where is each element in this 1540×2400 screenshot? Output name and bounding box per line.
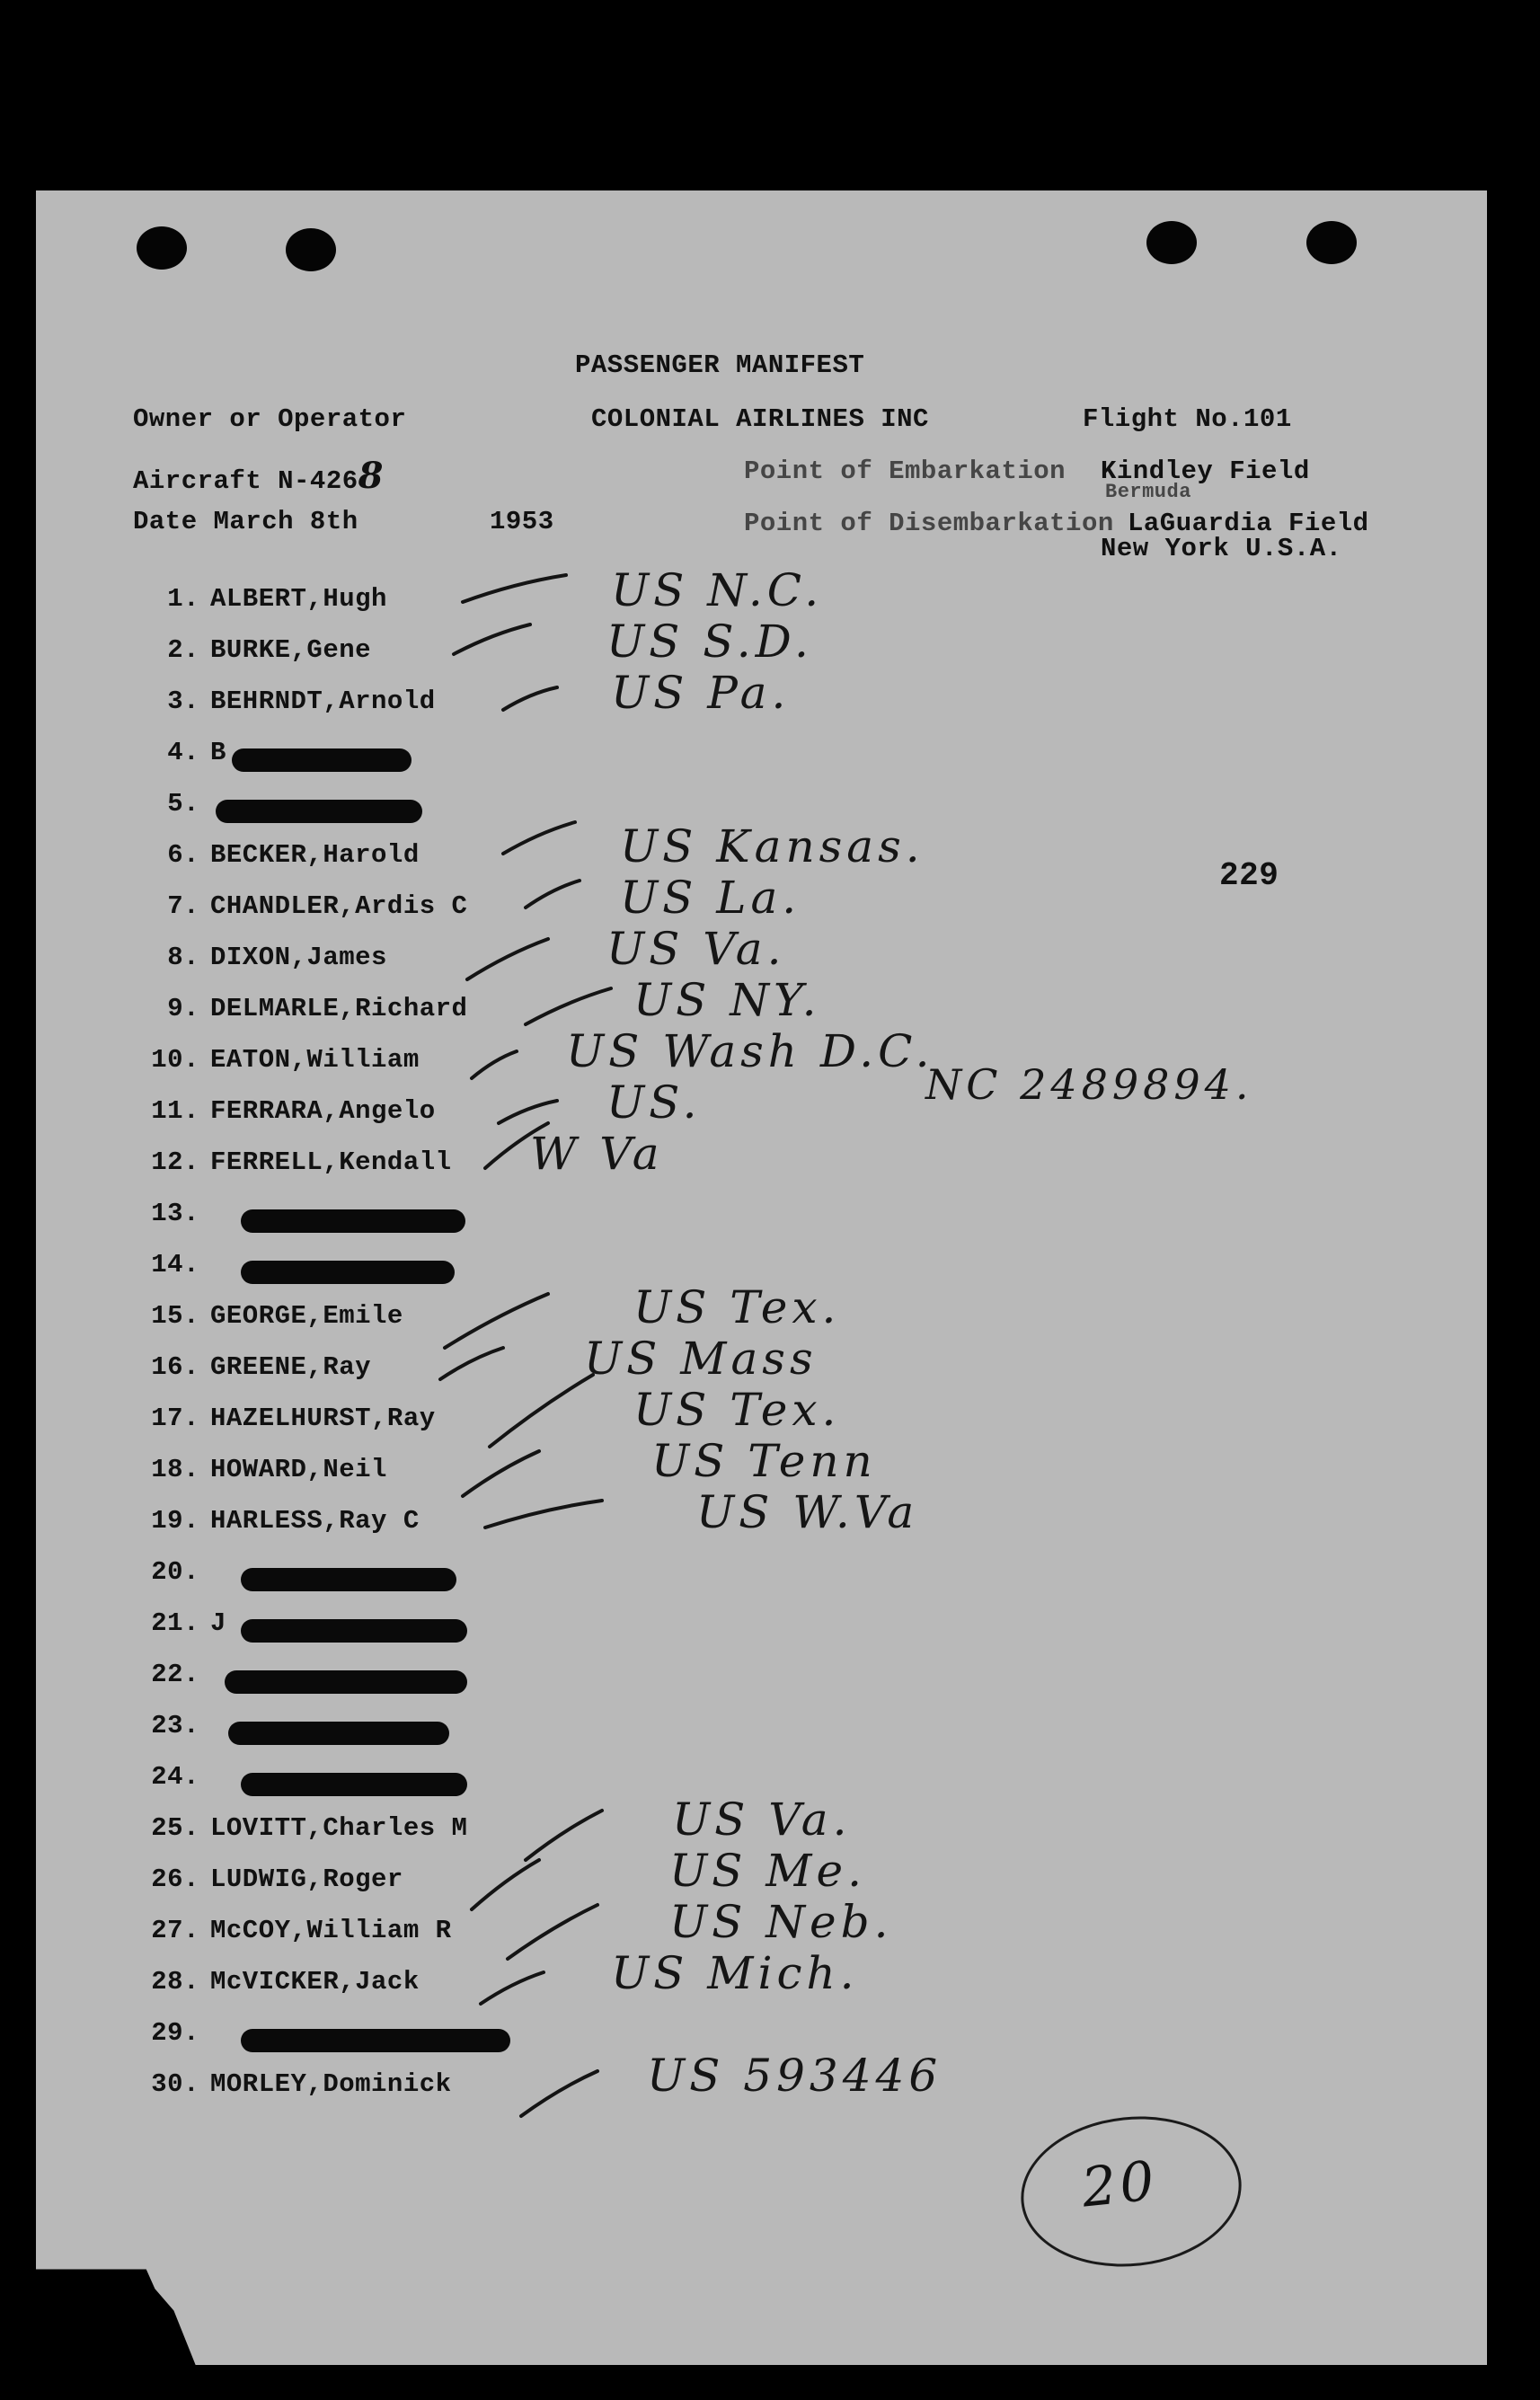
passenger-name: DIXON,James	[210, 943, 387, 972]
handwritten-origin: US Neb.	[669, 1896, 893, 1948]
passenger-row	[135, 994, 530, 1030]
redaction-bar	[232, 748, 412, 772]
passenger-name: J	[210, 1608, 226, 1638]
date-label: Date March 8th	[133, 507, 358, 536]
passenger-row	[135, 2069, 530, 2105]
passenger-number: 8.	[167, 943, 199, 972]
passenger-number: 9.	[167, 994, 199, 1023]
passport-note: NC 2489894.	[925, 1060, 1253, 1109]
passenger-name: B	[210, 738, 226, 767]
passenger-row	[135, 1199, 530, 1235]
passenger-number: 13.	[151, 1199, 199, 1228]
passenger-name: McVICKER,Jack	[210, 1967, 420, 1997]
passenger-number: 5.	[167, 789, 199, 819]
handwritten-origin: US Kansas.	[620, 820, 925, 872]
passenger-name: GREENE,Ray	[210, 1352, 372, 1382]
passenger-row	[135, 1455, 530, 1491]
handwritten-origin: US W.Va	[696, 1486, 919, 1538]
passenger-name: MORLEY,Dominick	[210, 2069, 452, 2099]
handwritten-origin: US Tex.	[633, 1281, 841, 1333]
handwritten-origin: US La.	[620, 872, 801, 924]
punch-hole	[137, 226, 187, 270]
passenger-row	[135, 2018, 530, 2054]
passenger-number: 6.	[167, 840, 199, 870]
passenger-name: HARLESS,Ray C	[210, 1506, 420, 1536]
owner-value: COLONIAL AIRLINES INC	[591, 404, 929, 434]
embarkation-value-line2: Bermuda	[1105, 481, 1191, 503]
embarkation-label: Point of Embarkation	[744, 456, 1066, 486]
passenger-number: 2.	[167, 635, 199, 665]
passenger-row	[135, 584, 530, 620]
disembarkation-value-line2: New York U.S.A.	[1101, 534, 1342, 563]
handwritten-origin: W Va	[530, 1128, 664, 1180]
passenger-row	[135, 738, 530, 774]
disembarkation-label: Point of Disembarkation	[744, 509, 1114, 538]
passenger-name: EATON,William	[210, 1045, 420, 1075]
passenger-row	[135, 1967, 530, 2003]
circled-page-number: 20	[1013, 2106, 1249, 2278]
passenger-row	[135, 1250, 530, 1286]
redaction-bar	[228, 1722, 449, 1745]
passenger-name: FERRARA,Angelo	[210, 1096, 436, 1126]
passenger-number: 11.	[151, 1096, 199, 1126]
redaction-bar	[241, 1773, 467, 1796]
handwritten-origin: US Va.	[672, 1793, 852, 1846]
redaction-bar	[241, 1209, 465, 1233]
passenger-row	[135, 1147, 530, 1183]
passenger-row	[135, 1506, 530, 1542]
passenger-row	[135, 1404, 530, 1439]
handwritten-origin: US Tex.	[633, 1384, 841, 1436]
passenger-name: CHANDLER,Ardis C	[210, 891, 468, 921]
passenger-number: 25.	[151, 1813, 199, 1843]
passenger-row	[135, 1557, 530, 1593]
handwritten-origin: US Tenn	[651, 1435, 877, 1487]
passenger-number: 3.	[167, 686, 199, 716]
passenger-number: 27.	[151, 1916, 199, 1945]
passenger-name: BEHRNDT,Arnold	[210, 686, 436, 716]
passenger-row	[135, 1301, 530, 1337]
passenger-number: 19.	[151, 1506, 199, 1536]
passenger-number: 24.	[151, 1762, 199, 1792]
passenger-row	[135, 891, 530, 927]
passenger-row	[135, 1762, 530, 1798]
passenger-row	[135, 1608, 530, 1644]
passenger-name: BURKE,Gene	[210, 635, 372, 665]
aircraft-label: Aircraft N-4268	[133, 455, 384, 497]
redaction-bar	[241, 1619, 467, 1643]
handwritten-origin: US Mich.	[611, 1947, 859, 1999]
passenger-number: 22.	[151, 1660, 199, 1689]
passenger-number: 17.	[151, 1404, 199, 1433]
passenger-number: 30.	[151, 2069, 199, 2099]
redaction-bar	[225, 1670, 467, 1694]
passenger-name: BECKER,Harold	[210, 840, 420, 870]
owner-label: Owner or Operator	[133, 404, 407, 434]
passenger-name: DELMARLE,Richard	[210, 994, 468, 1023]
handwritten-origin: US Wash D.C.	[566, 1025, 934, 1077]
passenger-name: HAZELHURST,Ray	[210, 1404, 436, 1433]
passenger-number: 23.	[151, 1711, 199, 1740]
punch-hole	[286, 228, 336, 271]
passenger-number: 26.	[151, 1864, 199, 1894]
stamp-number: 229	[1219, 857, 1279, 894]
passenger-row	[135, 1813, 530, 1849]
passenger-number: 1.	[167, 584, 199, 614]
passenger-name: ALBERT,Hugh	[210, 584, 387, 614]
handwritten-origin: US NY.	[633, 974, 821, 1026]
flight-number: Flight No.101	[1083, 404, 1292, 434]
passenger-row	[135, 635, 530, 671]
passenger-name: LUDWIG,Roger	[210, 1864, 403, 1894]
handwritten-origin: US 593446	[647, 2050, 943, 2102]
passenger-number: 10.	[151, 1045, 199, 1075]
passenger-row	[135, 1045, 530, 1081]
passenger-row	[135, 840, 530, 876]
redaction-bar	[241, 2029, 510, 2052]
passenger-number: 21.	[151, 1608, 199, 1638]
passenger-number: 29.	[151, 2018, 199, 2048]
passenger-row	[135, 1864, 530, 1900]
date-year: 1953	[490, 507, 554, 536]
redaction-bar	[241, 1568, 456, 1591]
manifest-title: PASSENGER MANIFEST	[575, 350, 865, 380]
passenger-number: 15.	[151, 1301, 199, 1331]
passenger-number: 20.	[151, 1557, 199, 1587]
redaction-bar	[216, 800, 422, 823]
passenger-name: FERRELL,Kendall	[210, 1147, 452, 1177]
passenger-number: 28.	[151, 1967, 199, 1997]
passenger-row	[135, 1352, 530, 1388]
passenger-number: 7.	[167, 891, 199, 921]
passenger-number: 14.	[151, 1250, 199, 1280]
passenger-name: McCOY,William R	[210, 1916, 452, 1945]
passenger-row	[135, 1660, 530, 1696]
passenger-row	[135, 1096, 530, 1132]
passenger-row	[135, 1711, 530, 1747]
punch-hole	[1146, 221, 1197, 264]
handwritten-origin: US S.D.	[606, 615, 813, 668]
punch-hole	[1306, 221, 1357, 264]
embarkation-value: Kindley Field	[1101, 456, 1310, 486]
passenger-row	[135, 1916, 530, 1952]
passenger-row	[135, 686, 530, 722]
handwritten-origin: US Pa.	[611, 667, 791, 719]
passenger-number: 16.	[151, 1352, 199, 1382]
passenger-row	[135, 789, 530, 825]
redaction-bar	[241, 1261, 455, 1284]
passenger-name: GEORGE,Emile	[210, 1301, 403, 1331]
handwritten-origin: US Mass	[584, 1333, 818, 1385]
passenger-name: LOVITT,Charles M	[210, 1813, 468, 1843]
passenger-row	[135, 943, 530, 979]
disembarkation-value: LaGuardia Field	[1128, 509, 1369, 538]
handwritten-origin: US Me.	[669, 1845, 866, 1897]
passenger-number: 4.	[167, 738, 199, 767]
passenger-number: 12.	[151, 1147, 199, 1177]
handwritten-origin: US N.C.	[611, 564, 824, 616]
handwritten-origin: US Va.	[606, 923, 786, 975]
passenger-name: HOWARD,Neil	[210, 1455, 387, 1484]
passenger-number: 18.	[151, 1455, 199, 1484]
handwritten-origin: US.	[606, 1076, 702, 1129]
